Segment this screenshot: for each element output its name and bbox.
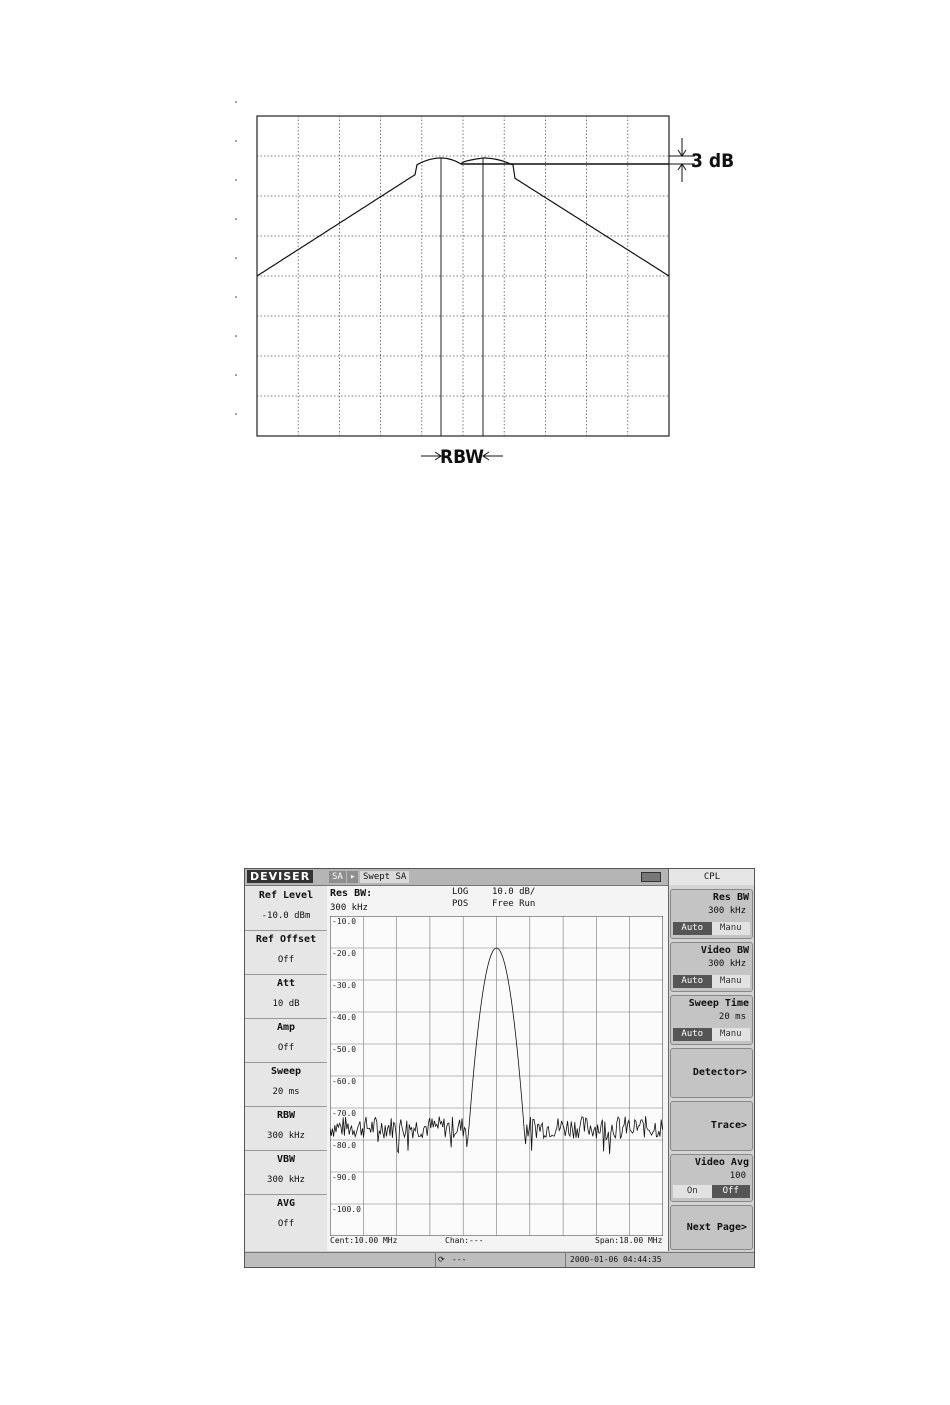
top-bar bbox=[245, 869, 668, 886]
softkey-label: Detector> bbox=[692, 1067, 747, 1078]
rbw-figure-svg bbox=[225, 90, 745, 480]
tick-dot bbox=[235, 218, 237, 220]
softkey-label: Sweep Time bbox=[688, 998, 749, 1009]
param-label: Sweep bbox=[270, 1066, 302, 1077]
tick-dot bbox=[235, 140, 237, 142]
y-axis-label: -80.0 bbox=[332, 1141, 357, 1150]
spectrum-graph-area bbox=[327, 886, 668, 1251]
rbw-resolution-figure bbox=[225, 90, 745, 480]
res-bw-label: Res BW: bbox=[330, 888, 373, 899]
scale-type: LOG bbox=[452, 887, 469, 897]
param-label: AVG bbox=[276, 1198, 296, 1209]
y-axis-label: -30.0 bbox=[332, 981, 357, 990]
param-label: Att bbox=[276, 978, 296, 989]
status-message: --- bbox=[452, 1255, 467, 1264]
param-label: RBW bbox=[276, 1110, 296, 1121]
param-value: 10 dB bbox=[272, 999, 300, 1009]
param-ref-offset[interactable] bbox=[245, 930, 327, 975]
softkey-label: Next Page> bbox=[686, 1222, 747, 1233]
y-axis-label: -50.0 bbox=[332, 1045, 357, 1054]
status-divider bbox=[565, 1253, 566, 1268]
tick-dot bbox=[235, 179, 237, 181]
auto-manu-toggle[interactable] bbox=[673, 922, 750, 935]
span: Span:18.00 MHz bbox=[595, 1236, 663, 1245]
y-axis-label: -20.0 bbox=[332, 949, 357, 958]
param-value: Off bbox=[277, 1219, 295, 1229]
toggle-manu[interactable]: Manu bbox=[712, 975, 751, 988]
center-frequency: Cent:10.00 MHz bbox=[330, 1236, 398, 1245]
sweep-time-softkey[interactable] bbox=[670, 995, 753, 1045]
status-bar bbox=[245, 1252, 754, 1268]
res-bw-value: 300 kHz bbox=[330, 903, 368, 913]
trace-softkey[interactable] bbox=[670, 1101, 753, 1151]
softkey-label: Video BW bbox=[700, 945, 749, 956]
res-bw-softkey[interactable] bbox=[670, 889, 753, 939]
y-axis-label: -60.0 bbox=[332, 1077, 357, 1086]
3db-label: 3 dB bbox=[691, 150, 735, 172]
tick-dot bbox=[235, 101, 237, 103]
tick-dot bbox=[235, 335, 237, 337]
param-value: -10.0 dBm bbox=[261, 911, 311, 921]
datetime: 2000-01-06 04:44:35 bbox=[570, 1255, 662, 1264]
param-ref-level[interactable] bbox=[245, 886, 327, 931]
param-value: Off bbox=[277, 1043, 295, 1053]
param-label: Ref Offset bbox=[255, 934, 317, 945]
spectrum-plot[interactable] bbox=[330, 916, 663, 1236]
scale-div: 10.0 dB/ bbox=[492, 887, 536, 897]
toggle-auto[interactable]: Auto bbox=[673, 1028, 712, 1041]
right-softkey-panel bbox=[668, 869, 755, 1251]
param-label: Ref Level bbox=[258, 890, 314, 901]
param-label: Amp bbox=[276, 1022, 296, 1033]
softkey-value: 20 ms bbox=[718, 1012, 746, 1022]
tick-dot bbox=[235, 257, 237, 259]
refresh-icon: ⟳ bbox=[438, 1255, 445, 1264]
video-bw-softkey[interactable] bbox=[670, 942, 753, 992]
toggle-auto[interactable]: Auto bbox=[673, 975, 712, 988]
param-value: Off bbox=[277, 955, 295, 965]
toggle-on[interactable]: On bbox=[673, 1185, 712, 1198]
y-axis-label: -90.0 bbox=[332, 1173, 357, 1182]
softkey-label: Video Avg bbox=[694, 1157, 749, 1168]
tab-swept-sa[interactable]: Swept SA bbox=[360, 871, 409, 883]
video-avg-softkey[interactable] bbox=[670, 1154, 753, 1202]
auto-manu-toggle[interactable] bbox=[673, 975, 750, 988]
tick-dot bbox=[235, 374, 237, 376]
param-value: 300 kHz bbox=[267, 1131, 305, 1141]
on-off-toggle[interactable] bbox=[673, 1185, 750, 1198]
y-tick-dots bbox=[235, 101, 237, 415]
y-axis-label: -10.0 bbox=[332, 917, 357, 926]
param-rbw[interactable] bbox=[245, 1106, 327, 1151]
battery-icon bbox=[641, 872, 661, 882]
softkey-value: 300 kHz bbox=[708, 906, 746, 916]
toggle-manu[interactable]: Manu bbox=[712, 1028, 751, 1041]
tab-sa[interactable]: SA bbox=[329, 871, 346, 883]
param-sweep[interactable] bbox=[245, 1062, 327, 1107]
spectrum-analyzer-screen bbox=[244, 868, 755, 1268]
param-vbw[interactable] bbox=[245, 1150, 327, 1195]
softkey-label: Trace> bbox=[710, 1120, 747, 1131]
softkey-value: 300 kHz bbox=[708, 959, 746, 969]
trigger-mode: Free Run bbox=[492, 899, 536, 909]
spectrum-plot-svg bbox=[330, 916, 663, 1236]
menu-title: CPL bbox=[669, 869, 755, 885]
auto-manu-toggle[interactable] bbox=[673, 1028, 750, 1041]
left-parameter-panel bbox=[245, 886, 327, 1251]
y-axis-label: -40.0 bbox=[332, 1013, 357, 1022]
status-divider bbox=[435, 1253, 436, 1268]
y-axis-label: -100.0 bbox=[332, 1205, 361, 1214]
channel: Chan:--- bbox=[445, 1236, 484, 1245]
tab-arrow-icon: ▸ bbox=[347, 871, 358, 883]
brand-logo: DEVISER bbox=[247, 870, 313, 883]
tick-dot bbox=[235, 296, 237, 298]
softkey-label: Res BW bbox=[712, 892, 749, 903]
param-att[interactable] bbox=[245, 974, 327, 1019]
y-axis-label: -70.0 bbox=[332, 1109, 357, 1118]
toggle-off[interactable]: Off bbox=[712, 1185, 751, 1198]
param-value: 20 ms bbox=[272, 1087, 300, 1097]
param-label: VBW bbox=[276, 1154, 296, 1165]
next-page-softkey[interactable] bbox=[670, 1205, 753, 1250]
softkey-value: 100 bbox=[729, 1171, 746, 1181]
detector-softkey[interactable] bbox=[670, 1048, 753, 1098]
detector-type: POS bbox=[452, 899, 469, 909]
rbw-label: RBW bbox=[439, 446, 485, 468]
param-avg[interactable] bbox=[245, 1194, 327, 1238]
tick-dot bbox=[235, 413, 237, 415]
toggle-manu[interactable]: Manu bbox=[712, 922, 751, 935]
param-amp[interactable] bbox=[245, 1018, 327, 1063]
toggle-auto[interactable]: Auto bbox=[673, 922, 712, 935]
param-value: 300 kHz bbox=[267, 1175, 305, 1185]
